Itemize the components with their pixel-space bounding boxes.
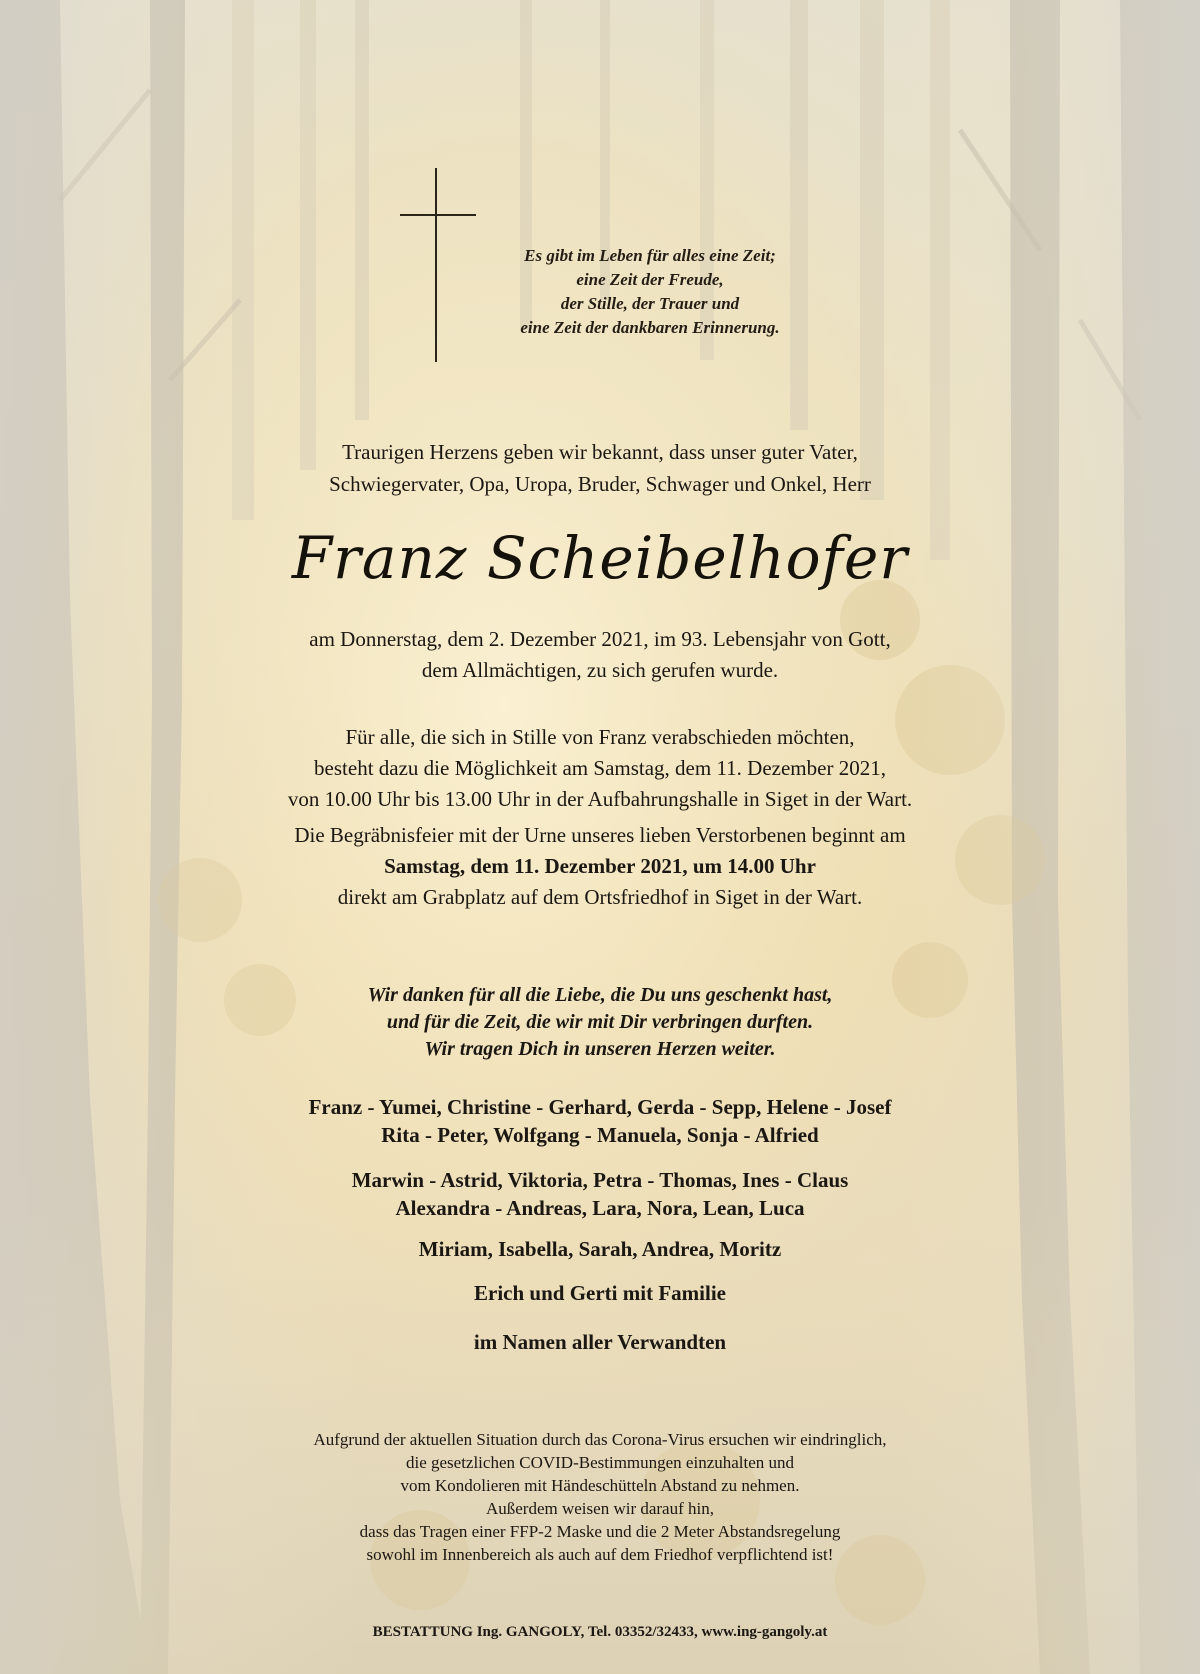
viewing-line: besteht dazu die Möglichkeit am Samstag, dem 11. Dezember 2021,: [314, 756, 886, 780]
family-line: Rita - Peter, Wolfgang - Manuela, Sonja - Alfried: [381, 1123, 819, 1147]
notice-line: Außerdem weisen wir darauf hin,: [485, 1499, 714, 1518]
family-line: Marwin - Astrid, Viktoria, Petra - Thomas, Ines - Claus: [351, 1168, 849, 1192]
family-grandchildren: [0, 1166, 1200, 1222]
thanks-line: Wir danken für all die Liebe, die Du uns geschenkt hast,: [367, 984, 833, 1006]
motto-line: eine Zeit der dankbaren Erinnerung.: [520, 318, 780, 337]
cross-horizontal-bar: [400, 214, 476, 216]
notice-line: sowohl im Innenbereich als auch auf dem Friedhof verpflichtend ist!: [366, 1545, 834, 1564]
viewing-details: [0, 722, 1200, 815]
family-siblings: Erich und Gerti mit Familie: [474, 1281, 726, 1305]
death-line: am Donnerstag, dem 2. Dezember 2021, im 93. Lebensjahr von Gott,: [309, 627, 891, 651]
deceased-name: Franz Scheibelhofer: [291, 524, 909, 592]
cross-vertical-bar: [435, 168, 437, 362]
funeral-details: [0, 820, 1200, 913]
funeral-home-footer: BESTATTUNG Ing. GANGOLY, Tel. 03352/32433, www.ing-gangoly.at: [372, 1624, 828, 1640]
covid-notice: [0, 1428, 1200, 1566]
notice-line: Aufgrund der aktuellen Situation durch das Corona-Virus ersuchen wir eindringlich,: [313, 1430, 887, 1449]
funeral-line: direkt am Grabplatz auf dem Ortsfriedhof in Siget in der Wart.: [337, 885, 863, 909]
funeral-line: Die Begräbnisfeier mit der Urne unseres lieben Verstorbenen beginnt am: [294, 823, 906, 847]
notice-line: dass das Tragen einer FFP-2 Maske und die 2 Meter Abstandsregelung: [359, 1522, 841, 1541]
viewing-line: Für alle, die sich in Stille von Franz verabschieden möchten,: [345, 725, 855, 749]
notice-line: die gesetzlichen COVID-Bestimmungen einzuhalten und: [405, 1453, 795, 1472]
family-great-grandchildren: Miriam, Isabella, Sarah, Andrea, Moritz: [418, 1237, 782, 1261]
funeral-date-time: Samstag, dem 11. Dezember 2021, um 14.00 Uhr: [384, 854, 816, 878]
motto-line: eine Zeit der Freude,: [576, 270, 724, 289]
thanks-line: und für die Zeit, die wir mit Dir verbringen durften.: [386, 1011, 814, 1033]
motto-line: Es gibt im Leben für alles eine Zeit;: [524, 246, 776, 265]
family-line: Alexandra - Andreas, Lara, Nora, Lean, Luca: [395, 1196, 805, 1220]
thanks-verse: [0, 982, 1200, 1063]
notice-line: vom Kondolieren mit Händeschütteln Abstand zu nehmen.: [400, 1476, 800, 1495]
intro-line: Schwiegervater, Opa, Uropa, Bruder, Schwager und Onkel, Herr: [329, 472, 871, 496]
announcement-intro: [0, 436, 1200, 500]
thanks-line: Wir tragen Dich in unseren Herzen weiter.: [424, 1038, 776, 1060]
viewing-line: von 10.00 Uhr bis 13.00 Uhr in der Aufbahrungshalle in Siget in der Wart.: [287, 787, 913, 811]
death-line: dem Allmächtigen, zu sich gerufen wurde.: [421, 658, 779, 682]
family-children: [0, 1093, 1200, 1149]
latin-cross-icon: [400, 168, 476, 362]
motto-line: der Stille, der Trauer und: [560, 294, 740, 313]
family-relatives: im Namen aller Verwandten: [473, 1330, 727, 1354]
family-line: Franz - Yumei, Christine - Gerhard, Gerda - Sepp, Helene - Josef: [308, 1095, 892, 1119]
death-details: [0, 624, 1200, 686]
intro-line: Traurigen Herzens geben wir bekannt, dass unser guter Vater,: [342, 440, 858, 464]
motto-verse: [470, 244, 830, 340]
